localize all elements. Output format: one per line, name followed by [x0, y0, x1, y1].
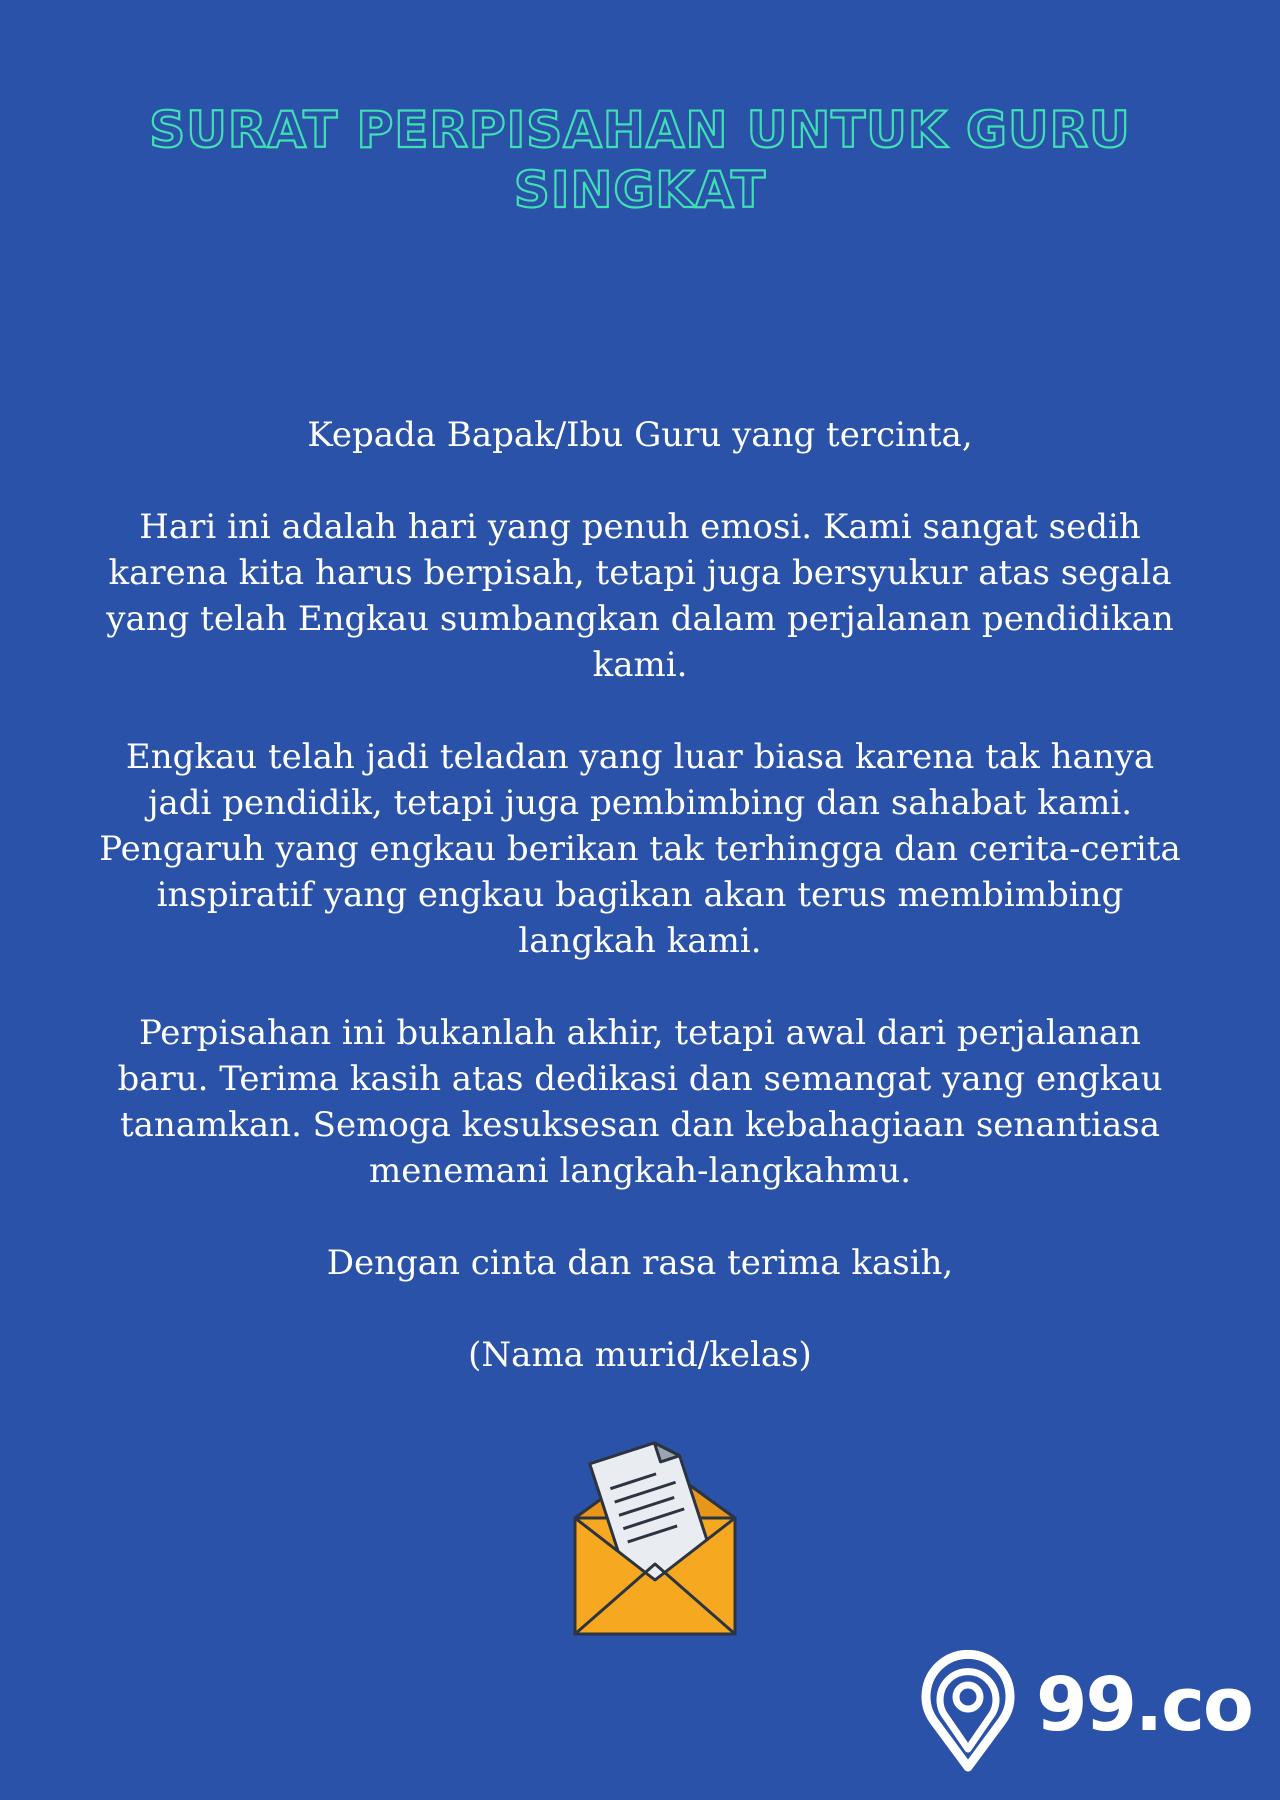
- brand-logo: [918, 1645, 1252, 1775]
- letter-closing: Dengan cinta dan rasa terima kasih,: [326, 1243, 954, 1283]
- letter-greeting: Kepada Bapak/Ibu Guru yang tercinta,: [307, 415, 973, 455]
- letter-body: [90, 412, 1190, 1424]
- letter-paragraph-2: Engkau telah jadi teladan yang luar biasa karena tak hanya jadi pendidik, tetapi juga pembimbing dan sahabat kami. Pengaruh yang engkau berikan tak terhingga dan cerita-cerita inspiratif yang engkau bagikan akan terus membimbing langkah kami.: [99, 737, 1181, 961]
- title-line-1: SURAT PERPISAHAN UNTUK GURU: [149, 101, 1131, 159]
- page-title: [0, 100, 1280, 220]
- map-pin-logo-icon: [918, 1645, 1018, 1775]
- brand-name: 99.co: [1036, 1662, 1252, 1748]
- envelope-with-letter-icon: [570, 1440, 740, 1640]
- letter-paragraph-1: Hari ini adalah hari yang penuh emosi. Kami sangat sedih karena kita harus berpisah, tetapi juga bersyukur atas segala yang telah Engkau sumbangkan dalam perjalanan pendidikan kami.: [106, 507, 1174, 685]
- letter-signature: (Nama murid/kelas): [468, 1335, 812, 1375]
- title-line-2: SINGKAT: [513, 161, 767, 219]
- letter-paragraph-3: Perpisahan ini bukanlah akhir, tetapi awal dari perjalanan baru. Terima kasih atas dedikasi dan semangat yang engkau tanamkan. Semoga kesuksesan dan kebahagiaan senantiasa menemani langkah-langkahmu.: [117, 1013, 1163, 1191]
